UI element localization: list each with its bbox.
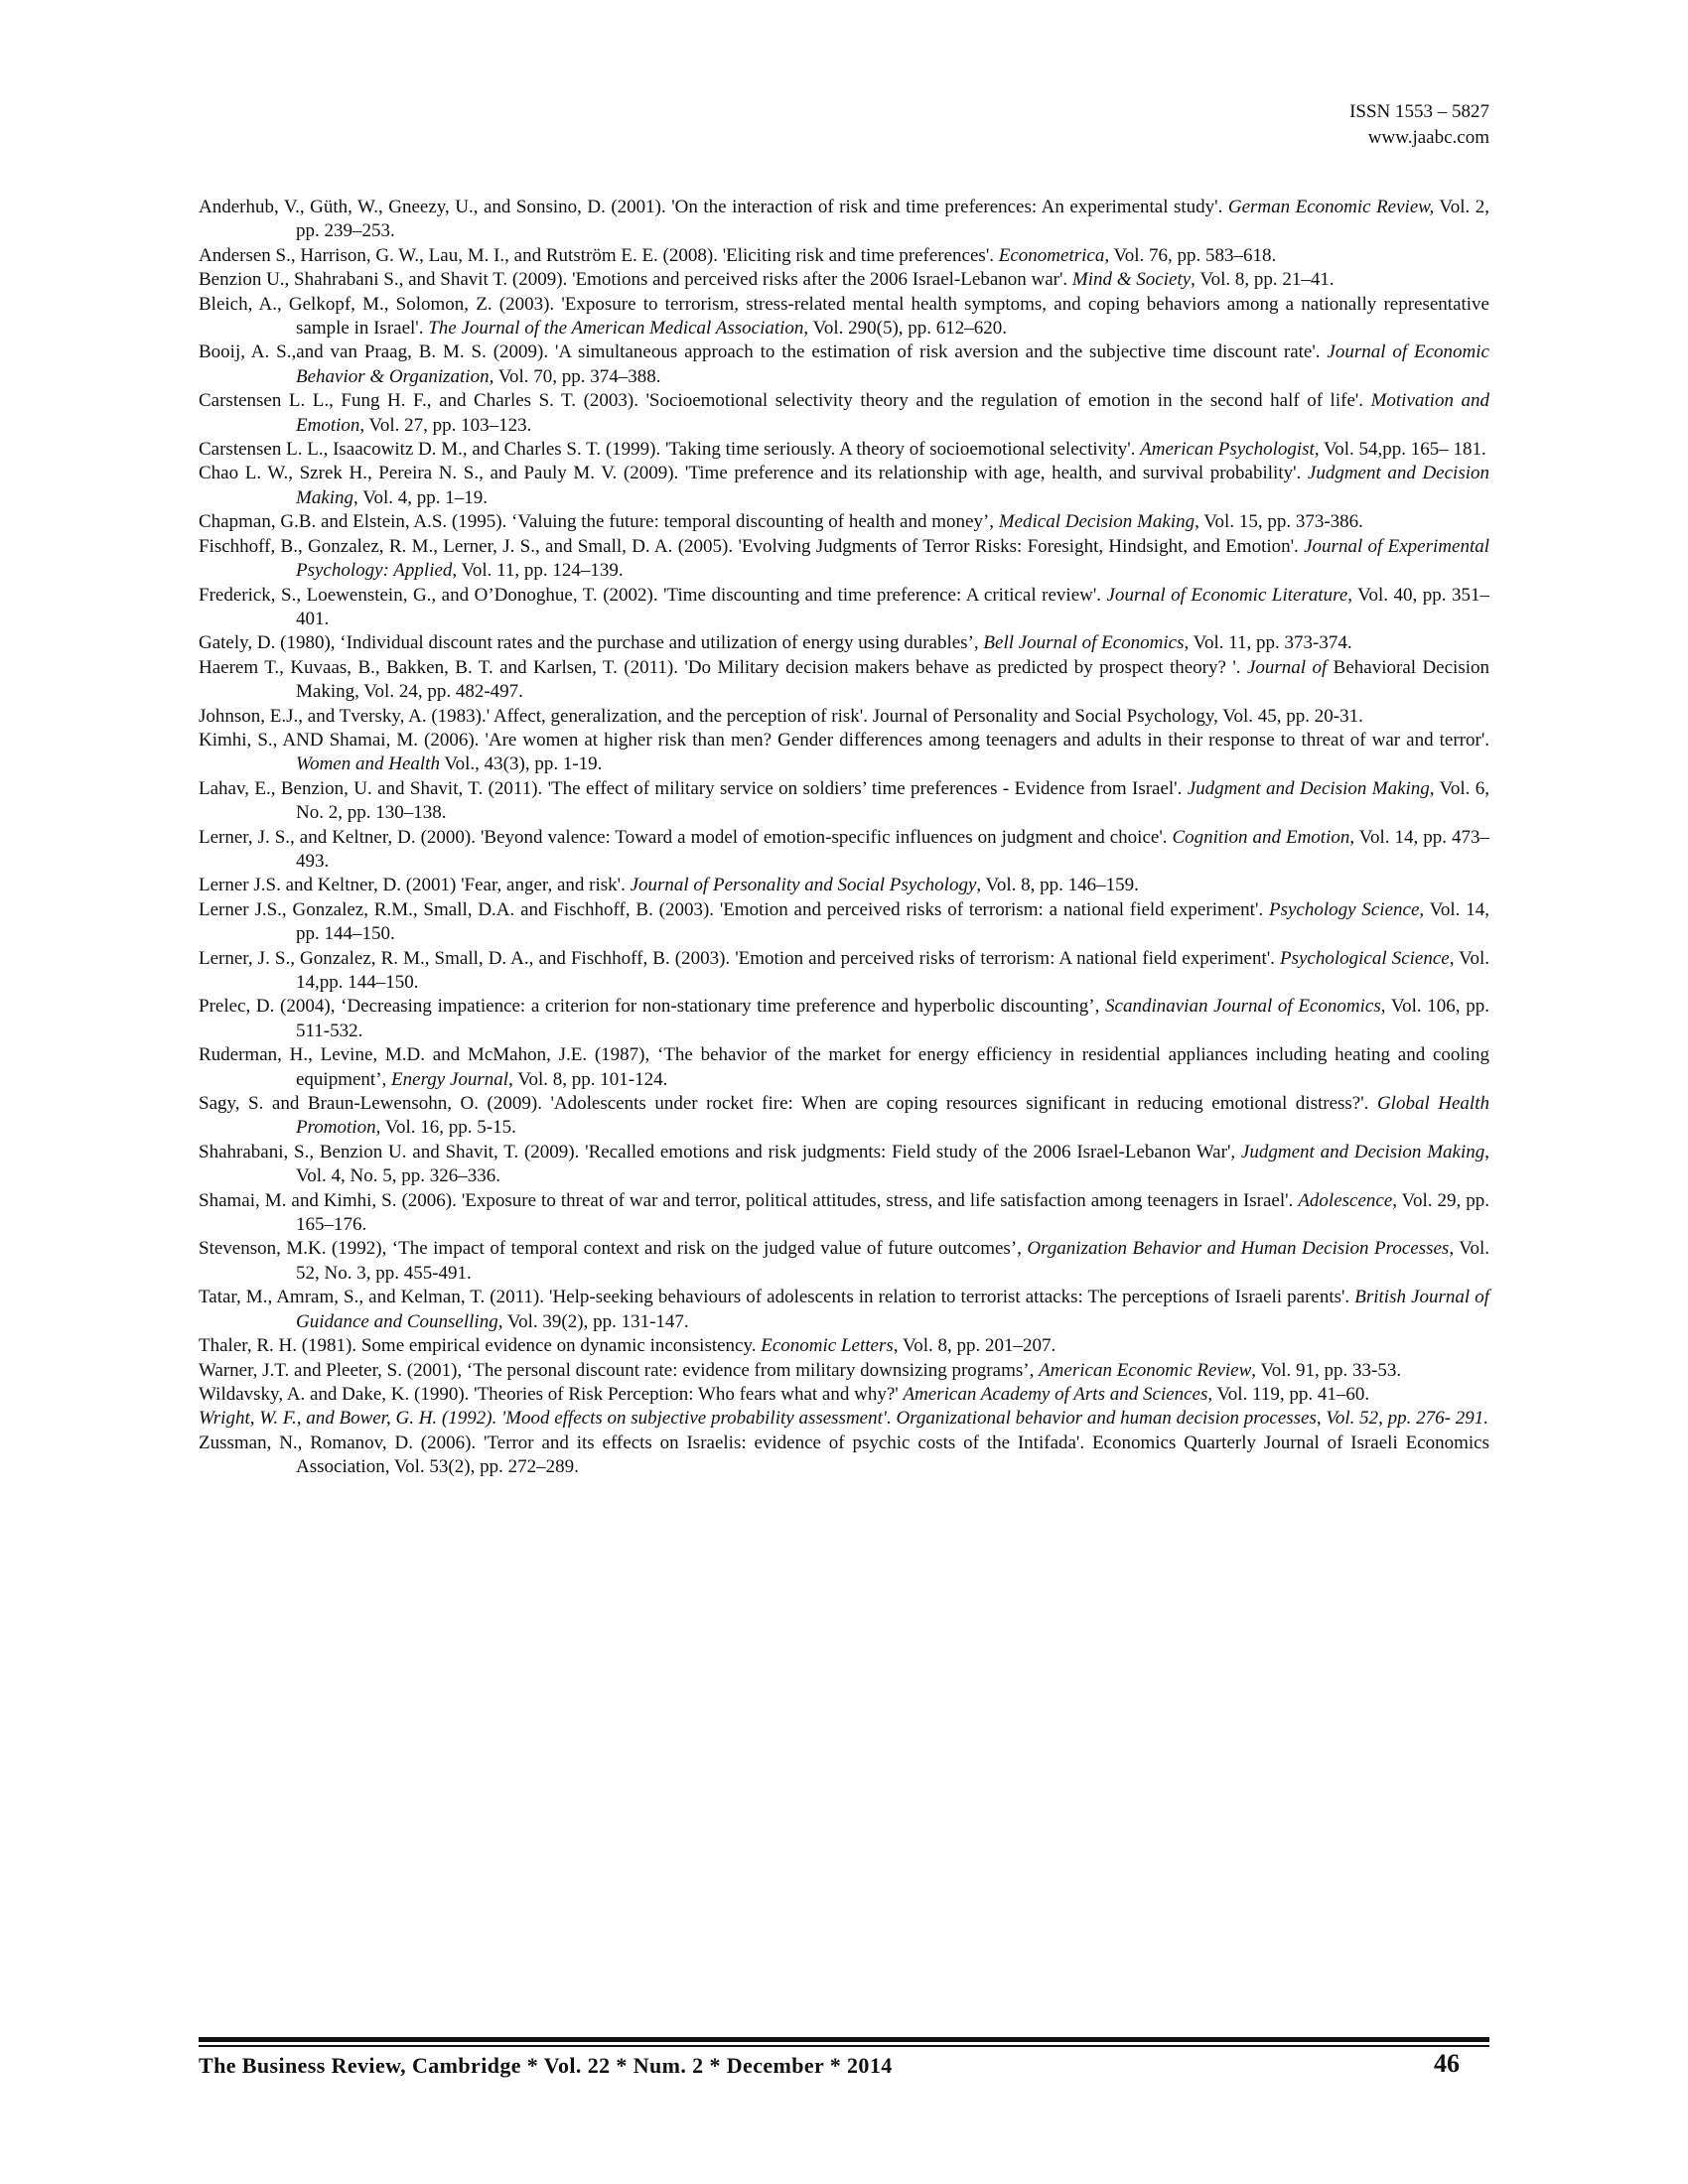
- page-header: [1349, 99, 1489, 151]
- reference-entry: [199, 389, 1489, 438]
- reference-text-segment: Sagy, S. and Braun-Lewensohn, O. (2009). 'Adolescents under rocket fire: When are coping resources significant in reducing emotional distress?'.: [199, 1093, 1377, 1115]
- reference-text-segment: , Vol. 52, No. 3, pp. 455-491.: [296, 1238, 1489, 1284]
- reference-text-segment: , Vol. 11, pp. 373-374.: [1184, 632, 1352, 654]
- reference-text-segment: , Vol. 8, pp. 21–41.: [1191, 269, 1335, 291]
- reference-text-segment: Chapman, G.B. and Elstein, A.S. (1995). ‘Valuing the future: temporal discounting of health and money’,: [199, 511, 999, 533]
- reference-text-segment: Lerner J.S. and Keltner, D. (2001) 'Fear, anger, and risk'.: [199, 875, 631, 896]
- reference-text-segment: Shahrabani, S., Benzion U. and Shavit, T. (2009). 'Recalled emotions and risk judgments: Field study of the 2006 Israel-Lebanon War',: [199, 1141, 1241, 1162]
- reference-italic-segment: Adolescence,: [1298, 1189, 1398, 1211]
- footer-rule-thin: [199, 2045, 1489, 2047]
- reference-text-segment: Kimhi, S., AND Shamai, M. (2006). 'Are women at higher risk than men? Gender differences among teenagers and adults in their response to threat of war and terror'.: [199, 729, 1489, 751]
- reference-text-segment: , Vol. 6, No. 2, pp. 130–138.: [296, 777, 1489, 824]
- reference-entry: [199, 584, 1489, 632]
- reference-entry: [199, 656, 1489, 705]
- reference-text-segment: , Vol. 14,pp. 144–150.: [296, 947, 1489, 993]
- issn-label: ISSN 1553 – 5827: [1349, 101, 1489, 122]
- reference-entry: [199, 1383, 1489, 1407]
- reference-text-segment: Shamai, M. and Kimhi, S. (2006). 'Exposure to threat of war and terror, political attitudes, stress, and life satisfaction among teenagers in Israel'.: [199, 1189, 1299, 1211]
- reference-italic-segment: American Academy of Arts and Sciences: [903, 1383, 1208, 1405]
- reference-text-segment: Lahav, E., Benzion, U. and Shavit, T. (2011). 'The effect of military service on soldiers’ time preferences - Evidence from Israel'.: [199, 777, 1188, 799]
- reference-text-segment: Vol. 70, pp. 374–388.: [493, 365, 661, 387]
- reference-text-segment: , Vol. 4, No. 5, pp. 326–336.: [296, 1141, 1490, 1187]
- reference-text-segment: Anderhub, V., Güth, W., Gneezy, U., and Sonsino, D. (2001). 'On the interaction of risk and time preferences: An experimental study'.: [199, 197, 1228, 217]
- reference-text-segment: Zussman, N., Romanov, D. (2006). 'Terror and its effects on Israelis: evidence of psychic costs of the Intifada'. Economics Quarterly Journal of Israeli Economics Association, Vol. 53(2), pp. 272–289.: [199, 1432, 1489, 1478]
- reference-text-segment: , Vol. 106, pp. 511-532.: [296, 996, 1489, 1041]
- reference-italic-segment: Journal of Economic Behavior & Organization,: [296, 341, 1489, 387]
- reference-entry: [199, 947, 1489, 996]
- reference-entry: [199, 1432, 1489, 1480]
- reference-italic-segment: Energy Journal: [391, 1068, 509, 1090]
- page-number: 46: [1434, 2049, 1460, 2078]
- reference-italic-segment: Journal of Experimental Psychology: Applied: [296, 535, 1489, 582]
- reference-text-segment: , Vol. 14, pp. 473–493.: [296, 826, 1489, 872]
- reference-text-segment: Fischhoff, B., Gonzalez, R. M., Lerner, J. S., and Small, D. A. (2005). 'Evolving Judgments of Terror Risks: Foresight, Hindsight, and Emotion'.: [199, 535, 1305, 557]
- reference-text-segment: Vol. 2, pp. 239–253.: [296, 197, 1489, 242]
- reference-italic-segment: Econometrica,: [998, 244, 1110, 266]
- reference-text-segment: Vol., 43(3), pp. 1-19.: [439, 753, 603, 775]
- reference-text-segment: Chao L. W., Szrek H., Pereira N. S., and Pauly M. V. (2009). 'Time preference and its relationship with age, health, and survival probability'.: [199, 463, 1308, 484]
- reference-text-segment: Haerem T., Kuvaas, B., Bakken, B. T. and Karlsen, T. (2011). 'Do Military decision makers behave as predicted by prospect theory? '.: [199, 656, 1247, 678]
- reference-entry: [199, 462, 1489, 510]
- reference-text-segment: , Vol. 27, pp. 103–123.: [359, 414, 532, 436]
- footer-journal-line: The Business Review, Cambridge * Vol. 22 * Num. 2 * December * 2014: [199, 2053, 893, 2078]
- reference-italic-segment: Medical Decision Making: [998, 511, 1196, 533]
- reference-text-segment: Frederick, S., Loewenstein, G., and O’Donoghue, T. (2002). 'Time discounting and time preference: A critical review'.: [199, 584, 1107, 606]
- reference-text-segment: Thaler, R. H. (1981). Some empirical evidence on dynamic inconsistency.: [199, 1335, 762, 1357]
- footer-rule-thick: [199, 2037, 1489, 2042]
- reference-entry: [199, 293, 1489, 341]
- reference-italic-segment: Journal of Economic Literature: [1106, 584, 1348, 606]
- reference-italic-segment: British Journal of Guidance and Counselling,: [296, 1287, 1489, 1332]
- reference-text-segment: Carstensen L. L., Isaacowitz D. M., and Charles S. T. (1999). 'Taking time seriously. A theory of socioemotional selectivity'.: [199, 439, 1141, 461]
- reference-italic-segment: Mind & Society: [1071, 269, 1192, 291]
- reference-entry: [199, 268, 1489, 292]
- reference-italic-segment: Bell Journal of Economics: [983, 632, 1185, 654]
- reference-text-segment: Tatar, M., Amram, S., and Kelman, T. (2011). 'Help-seeking behaviours of adolescents in relation to terrorist attacks: The perceptions of Israeli parents'.: [199, 1287, 1355, 1308]
- reference-entry: [199, 1141, 1489, 1189]
- reference-italic-segment: Journal of: [1246, 656, 1328, 678]
- reference-text-segment: Stevenson, M.K. (1992), ‘The impact of temporal context and risk on the judged value of future outcomes’,: [199, 1238, 1028, 1260]
- reference-text-segment: , Vol. 11, pp. 124–139.: [452, 560, 624, 582]
- reference-text-segment: Carstensen L. L., Fung H. F., and Charles S. T. (2003). 'Socioemotional selectivity theory and the regulation of emotion in the second half of life'.: [199, 390, 1371, 412]
- reference-text-segment: Lerner, J. S., and Keltner, D. (2000). 'Beyond valence: Toward a model of emotion-specific influences on judgment and choice'.: [199, 826, 1173, 848]
- reference-entry: [199, 196, 1489, 244]
- reference-text-segment: Behavioral Decision Making, Vol. 24, pp. 482-497.: [296, 656, 1489, 703]
- reference-italic-segment: Global Health Promotion: [296, 1093, 1489, 1139]
- reference-text-segment: Johnson, E.J., and Tversky, A. (1983).' Affect, generalization, and the perception of risk'. Journal of Personality and Social Psychology, Vol. 45, pp. 20-31.: [199, 705, 1363, 727]
- reference-text-segment: Vol. 39(2), pp. 131-147.: [502, 1310, 689, 1332]
- reference-italic-segment: Organization Behavior and Human Decision Processes: [1027, 1238, 1450, 1260]
- reference-entry: [199, 874, 1489, 897]
- reference-entry: [199, 438, 1489, 462]
- reference-text-segment: Lerner, J. S., Gonzalez, R. M., Small, D. A., and Fischhoff, B. (2003). 'Emotion and perceived risks of terrorism: A national field experiment'.: [199, 947, 1280, 969]
- reference-entry: [199, 1189, 1489, 1238]
- reference-text-segment: , Vol. 119, pp. 41–60.: [1207, 1383, 1370, 1405]
- reference-italic-segment: American Economic Review: [1039, 1359, 1252, 1381]
- reference-entry: [199, 510, 1489, 534]
- reference-italic-segment: Women and Health: [296, 753, 440, 775]
- reference-entry: [199, 341, 1489, 389]
- reference-entry: [199, 535, 1489, 584]
- reference-entry: [199, 705, 1489, 729]
- reference-entry: [199, 898, 1489, 947]
- reference-entry: [199, 777, 1489, 826]
- reference-entry: [199, 631, 1489, 655]
- reference-italic-segment: Judgment and Decision Making: [1187, 777, 1430, 799]
- reference-italic-segment: Scandinavian Journal of Economics: [1105, 996, 1381, 1018]
- reference-text-segment: , Vol. 16, pp. 5-15.: [375, 1117, 516, 1139]
- reference-text-segment: Wildavsky, A. and Dake, K. (1990). 'Theories of Risk Perception: Who fears what and why?': [199, 1383, 904, 1405]
- reference-entry: [199, 244, 1489, 268]
- journal-website: www.jaabc.com: [1367, 127, 1489, 148]
- reference-italic-segment: Judgment and Decision Making: [1240, 1141, 1485, 1162]
- reference-entry: [199, 1092, 1489, 1141]
- reference-italic-segment: Cognition and Emotion: [1172, 826, 1350, 848]
- reference-entry: [199, 1334, 1489, 1358]
- reference-text-segment: Booij, A. S.,and van Praag, B. M. S. (2009). 'A simultaneous approach to the estimation of risk aversion and the subjective time discount rate'.: [199, 341, 1328, 363]
- reference-italic-segment: Wright, W. F., and Bower, G. H. (1992). 'Mood effects on subjective probability assessment'. Organizational behavior and human decision processes, Vol. 52, pp. 276- 291.: [199, 1408, 1488, 1430]
- reference-text-segment: Vol. 76, pp. 583–618.: [1109, 244, 1277, 266]
- reference-list: [199, 196, 1489, 1480]
- reference-italic-segment: American Psychologist: [1140, 439, 1315, 461]
- reference-text-segment: , Vol. 40, pp. 351– 401.: [296, 584, 1489, 629]
- reference-text-segment: Warner, J.T. and Pleeter, S. (2001), ‘The personal discount rate: evidence from military downsizing programs’,: [199, 1359, 1040, 1381]
- reference-italic-segment: Judgment and Decision Making: [296, 463, 1490, 508]
- reference-entry: [199, 826, 1489, 875]
- reference-italic-segment: Psychology Science: [1268, 898, 1420, 920]
- reference-text-segment: , Vol. 8, pp. 201–207.: [893, 1335, 1056, 1357]
- reference-text-segment: , Vol. 290(5), pp. 612–620.: [803, 318, 1008, 340]
- reference-text-segment: Andersen S., Harrison, G. W., Lau, M. I., and Rutström E. E. (2008). 'Eliciting risk and time preferences'.: [199, 244, 999, 266]
- reference-entry: [199, 729, 1489, 777]
- reference-text-segment: , Vol. 15, pp. 373-386.: [1195, 511, 1363, 533]
- reference-italic-segment: Journal of Personality and Social Psychology: [630, 875, 977, 896]
- reference-text-segment: , Vol. 8, pp. 146–159.: [976, 875, 1139, 896]
- reference-italic-segment: German Economic Review,: [1227, 197, 1435, 217]
- reference-text-segment: , Vol. 14, pp. 144–150.: [296, 898, 1489, 945]
- reference-text-segment: Gately, D. (1980), ‘Individual discount rates and the purchase and utilization of energy using durables’,: [199, 632, 984, 654]
- reference-text-segment: Benzion U., Shahrabani S., and Shavit T. (2009). 'Emotions and perceived risks after the 2006 Israel-Lebanon war'.: [199, 269, 1072, 291]
- reference-text-segment: , Vol. 4, pp. 1–19.: [353, 486, 489, 508]
- reference-text-segment: Lerner J.S., Gonzalez, R.M., Small, D.A. and Fischhoff, B. (2003). 'Emotion and perceived risks of terrorism: a national field experiment'.: [199, 898, 1269, 920]
- reference-italic-segment: Motivation and Emotion: [296, 390, 1489, 436]
- reference-entry: [199, 1286, 1489, 1334]
- reference-entry: [199, 995, 1489, 1043]
- reference-text-segment: , Vol. 91, pp. 33-53.: [1251, 1359, 1402, 1381]
- reference-text-segment: , Vol. 54,pp. 165– 181.: [1314, 439, 1486, 461]
- reference-entry: [199, 1237, 1489, 1286]
- reference-italic-segment: Economic Letters: [761, 1335, 894, 1357]
- reference-entry: [199, 1043, 1489, 1092]
- reference-entry: [199, 1407, 1489, 1431]
- reference-text-segment: , Vol. 8, pp. 101-124.: [508, 1068, 668, 1090]
- reference-text-segment: Vol. 29, pp. 165–176.: [296, 1189, 1489, 1236]
- reference-entry: [199, 1359, 1489, 1383]
- reference-italic-segment: The Journal of the American Medical Association: [428, 318, 804, 340]
- reference-italic-segment: Psychological Science: [1279, 947, 1450, 969]
- reference-text-segment: Ruderman, H., Levine, M.D. and McMahon, J.E. (1987), ‘The behavior of the market for energy efficiency in residential appliances including heating and cooling equipment’,: [199, 1044, 1489, 1090]
- reference-text-segment: Bleich, A., Gelkopf, M., Solomon, Z. (2003). 'Exposure to terrorism, stress-related mental health symptoms, and coping behaviors among a nationally representative sample in Israel'.: [199, 293, 1489, 340]
- reference-text-segment: Prelec, D. (2004), ‘Decreasing impatience: a criterion for non-stationary time preference and hyperbolic discounting’,: [199, 996, 1106, 1018]
